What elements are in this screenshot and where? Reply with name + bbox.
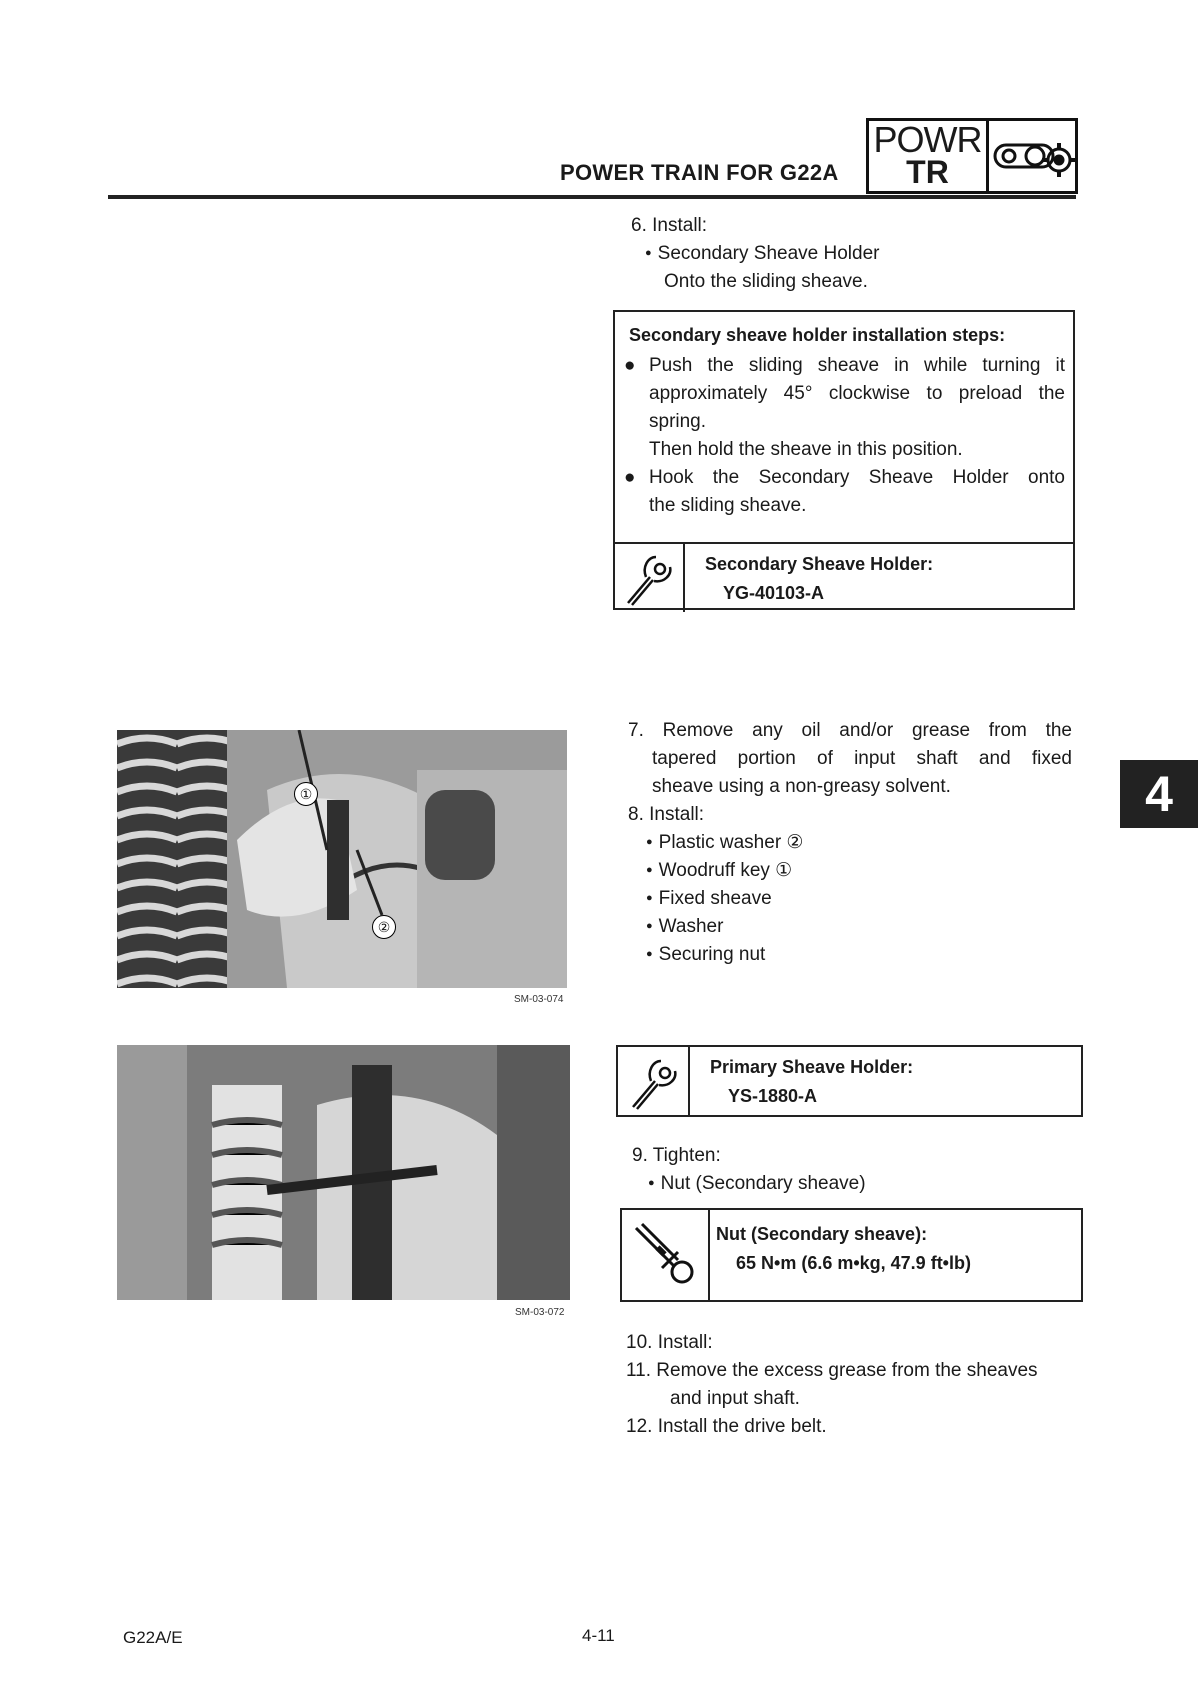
section-badge [866, 118, 1078, 194]
step-12: 12. Install the drive belt. [626, 1416, 827, 1437]
secondary-tool-row [613, 542, 1075, 612]
torque-name: Nut (Secondary sheave): [716, 1224, 928, 1244]
steps-b2-line: the sliding sheave. [649, 495, 807, 516]
photo-2-caption: SM-03-072 [515, 1307, 565, 1318]
torque-wrench-icon [622, 1210, 710, 1300]
gears-icon [989, 121, 1075, 191]
steps-b1-line: Push the sliding sheave in while turning it [649, 355, 1065, 376]
footer-page-number: 4-11 [582, 1626, 615, 1645]
primary-tool-code: YS-1880-A [728, 1086, 818, 1106]
step-11-line: and input shaft. [670, 1388, 800, 1409]
callout-2: ② [372, 915, 396, 939]
steps-b1-line: spring. [649, 411, 707, 432]
step-9-item: ● Nut (Secondary sheave) [648, 1170, 866, 1200]
steps-box [613, 310, 1075, 610]
bullet-dot: ● [624, 467, 636, 488]
step-8-item: ● Woodruff key ① [646, 857, 792, 887]
step-6-item: ● Secondary Sheave Holder [645, 240, 879, 270]
step-8-item: ● Plastic washer ② [646, 829, 803, 859]
page-title: POWER TRAIN FOR G22A [560, 160, 839, 185]
section-label-top: POWR [873, 119, 982, 160]
sheave-holder-tool-icon [613, 544, 685, 612]
footer-model: G22A/E [123, 1628, 183, 1647]
step-7-line: 7. Remove any oil and/or grease from the [628, 720, 1072, 741]
step-9-title: 9. Tighten: [632, 1145, 721, 1166]
photo-1-caption: SM-03-074 [514, 994, 564, 1005]
step-7-line: tapered portion of input shaft and fixed [652, 748, 1072, 769]
primary-tool-text [690, 1047, 913, 1115]
steps-bullet-2 [621, 464, 1065, 520]
step-11-line: 11. Remove the excess grease from the sheaves [626, 1360, 1038, 1381]
steps-b1-line: approximately 45° clockwise to preload the [649, 383, 1065, 404]
step-8-title: 8. Install: [628, 804, 705, 825]
photo-fixed-sheave [117, 730, 567, 988]
section-label [869, 121, 989, 191]
steps-b2-line: Hook the Secondary Sheave Holder onto [649, 467, 1065, 488]
bullet-dot: ● [624, 355, 636, 376]
header-rule [108, 195, 1076, 199]
step-6-title: 6. Install: [631, 215, 708, 236]
torque-text [710, 1210, 971, 1300]
step-8-item: ● Washer [646, 913, 723, 943]
section-label-bottom: TR [906, 154, 949, 190]
chapter-tab: 4 [1120, 760, 1198, 828]
steps-b1-then: Then hold the sheave in this position. [649, 439, 963, 460]
primary-tool-box [616, 1045, 1083, 1117]
secondary-tool-name: Secondary Sheave Holder: [705, 554, 934, 574]
callout-1: ① [294, 782, 318, 806]
step-10: 10. Install: [626, 1332, 713, 1353]
step-8-item: ● Securing nut [646, 941, 765, 971]
steps-heading: Secondary sheave holder installation steps: [629, 325, 1006, 345]
secondary-tool-code: YG-40103-A [723, 583, 825, 603]
secondary-tool-text [685, 544, 933, 612]
primary-tool-name: Primary Sheave Holder: [710, 1057, 914, 1077]
torque-value: 65 N•m (6.6 m•kg, 47.9 ft•lb) [736, 1253, 971, 1273]
torque-box [620, 1208, 1083, 1302]
step-8-item: ● Fixed sheave [646, 885, 772, 915]
step-7-line: sheave using a non-greasy solvent. [652, 776, 951, 797]
steps-bullet-1 [621, 352, 1065, 464]
sheave-holder-tool-icon [618, 1047, 690, 1115]
photo-secondary-sheave [117, 1045, 570, 1300]
step-6-note: Onto the sliding sheave. [664, 271, 868, 292]
